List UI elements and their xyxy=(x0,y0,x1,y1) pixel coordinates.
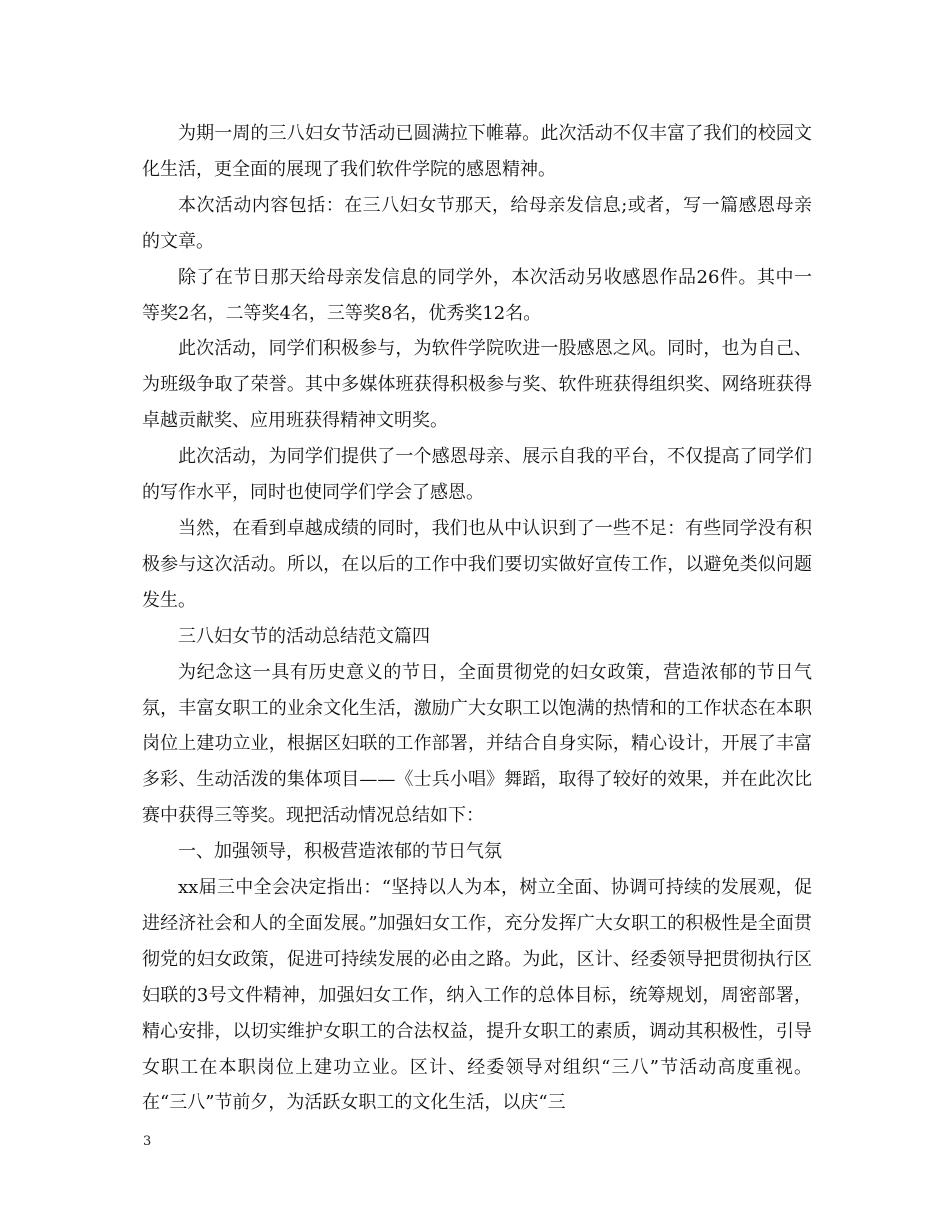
paragraph-5: 此次活动，为同学们提供了一个感恩母亲、展示自我的平台，不仅提高了同学们的写作水平，同时也使同学们学会了感恩。 xyxy=(142,446,812,504)
subsection-heading: 一、加强领导，积极营造浓郁的节日气氛 xyxy=(178,841,502,863)
section-heading: 三八妇女节的活动总结范文篇四 xyxy=(178,625,430,647)
paragraph-2: 本次活动内容包括：在三八妇女节那天，给母亲发信息;或者，写一篇感恩母亲的文章。 xyxy=(142,194,812,252)
paragraph-8: xx届三中全会决定指出：“坚持以人为本，树立全面、协调可持续的发展观，促进经济社会和人的全面发展。”加强妇女工作，充分发挥广大女职工的积极性是全面贯彻党的妇女政策，促进可持续发展的必由之路。为此，区计、经委领导把贯彻执行区妇联的3号文件精神，加强妇女工作，纳入工作的总体目标，统筹规划，周密部署，精心安排，以切实维护女职工的合法权益，提升女职工的素质，调动其积极性，引导女职工在本职岗位上建功立业。区计、经委领导对组织“三八”节活动高度重视。在“三八”节前夕，为活跃女职工的文化生活，以庆“三 xyxy=(142,877,812,1114)
page-number: 3 xyxy=(143,1134,152,1149)
paragraph-3: 除了在节日那天给母亲发信息的同学外，本次活动另收感恩作品26件。其中一等奖2名，二等奖4名，三等奖8名，优秀奖12名。 xyxy=(142,266,812,324)
paragraph-6: 当然，在看到卓越成绩的同时，我们也从中认识到了一些不足：有些同学没有积极参与这次活动。所以，在以后的工作中我们要切实做好宣传工作，以避免类似问题发生。 xyxy=(142,517,812,611)
document-body xyxy=(142,116,812,1121)
paragraph-7: 为纪念这一具有历史意义的节日，全面贯彻党的妇女政策，营造浓郁的节日气氛，丰富女职工的业余文化生活，激励广大女职工以饱满的热情和的工作状态在本职岗位上建功立业，根据区妇联的工作部署，并结合自身实际，精心设计，开展了丰富多彩、生动活泼的集体项目——《士兵小唱》舞蹈，取得了较好的效果，并在此次比赛中获得三等奖。现把活动情况总结如下： xyxy=(142,661,812,827)
paragraph-1: 为期一周的三八妇女节活动已圆满拉下帷幕。此次活动不仅丰富了我们的校园文化生活，更全面的展现了我们软件学院的感恩精神。 xyxy=(142,123,812,180)
paragraph-4: 此次活动，同学们积极参与，为软件学院吹进一股感恩之风。同时，也为自己、为班级争取了荣誉。其中多媒体班获得积极参与奖、软件班获得组织奖、网络班获得卓越贡献奖、应用班获得精神文明奖。 xyxy=(142,338,812,432)
